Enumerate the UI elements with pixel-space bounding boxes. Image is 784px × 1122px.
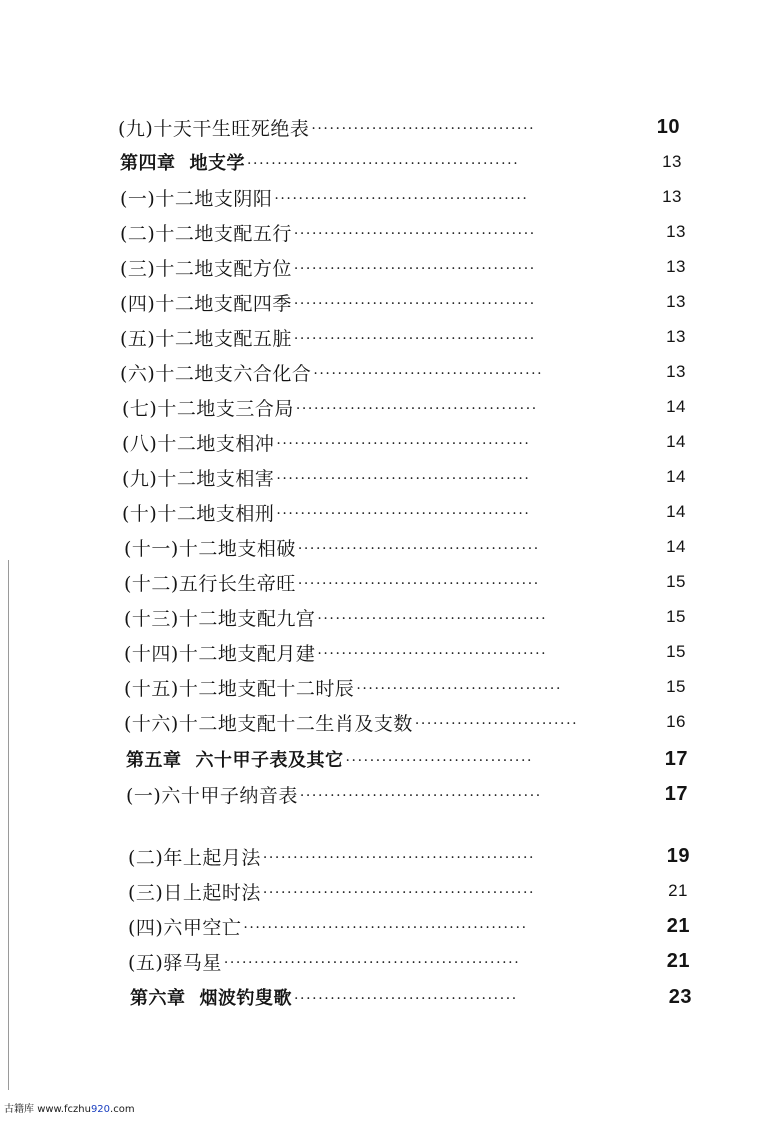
toc-entry (120, 182, 682, 212)
toc-chapter-heading (120, 147, 682, 177)
toc-page-number: 13 (662, 187, 682, 206)
toc-page-number: 13 (662, 152, 682, 171)
toc-entry (122, 497, 686, 527)
chapter-name: 地支学 (189, 153, 245, 174)
toc-leader-dots: ········································ (293, 226, 536, 242)
toc-entry (120, 252, 686, 282)
toc-page-number: 14 (666, 467, 686, 486)
toc-entry-title: (五)驿马星 (128, 951, 222, 974)
toc-entry-title: (十四)十二地支配月建 (124, 642, 316, 665)
toc-page-number: 13 (666, 327, 686, 346)
chapter-number: 第六章 (130, 988, 186, 1009)
toc-entry (128, 876, 688, 906)
toc-leader-dots: ········································ (293, 331, 536, 347)
toc-page-number: 15 (666, 572, 686, 591)
toc-page-number: 17 (664, 747, 688, 770)
toc-chapter-heading (130, 982, 692, 1012)
toc-chapter-title (126, 746, 344, 772)
toc-page-number: 23 (668, 985, 692, 1008)
toc-leader-dots: ············································· (262, 885, 536, 901)
chapter-name: 六十甲子表及其它 (195, 750, 344, 771)
toc-entry (124, 532, 686, 562)
toc-entry (124, 707, 686, 737)
toc-page-number: 13 (666, 292, 686, 311)
toc-page-number: 15 (666, 677, 686, 696)
toc-page-number: 14 (666, 432, 686, 451)
toc-leader-dots: ·································· (356, 681, 563, 697)
toc-leader-dots: ····································· (311, 121, 536, 137)
toc-page-number: 13 (666, 222, 686, 241)
watermark-url-part: www.fczhu (37, 1104, 91, 1115)
watermark-url-part: 920 (90, 1104, 111, 1115)
toc-leader-dots: ·········································· (276, 436, 531, 452)
toc-page-number: 21 (666, 949, 690, 972)
toc-page-number: 16 (666, 712, 686, 731)
toc-leader-dots: ········································ (293, 296, 536, 312)
toc-entry (128, 841, 690, 871)
toc-page-number: 15 (666, 642, 686, 661)
toc-entry-title: (二)年上起月法 (128, 846, 261, 869)
toc-entry (124, 567, 686, 597)
toc-entry (122, 427, 686, 457)
toc-leader-dots: ········································ (297, 576, 540, 592)
toc-entry-title: (十三)十二地支配九宫 (124, 607, 316, 630)
toc-leader-dots: ·········································· (276, 506, 531, 522)
toc-chapter-title (130, 984, 292, 1010)
toc-entry (120, 357, 686, 387)
toc-entry-title: (五)十二地支配五脏 (120, 327, 292, 350)
toc-entry-title: (十五)十二地支配十二时辰 (124, 677, 355, 700)
toc-page-number: 14 (666, 397, 686, 416)
chapter-name: 烟波钓叟歌 (199, 988, 292, 1009)
toc-entry-title: (三)日上起时法 (128, 881, 261, 904)
toc-page-number: 21 (666, 914, 690, 937)
toc-page-number: 13 (666, 257, 686, 276)
toc-page-number: 15 (666, 607, 686, 626)
toc-entry-title: (一)十二地支阴阳 (120, 187, 273, 210)
toc-leader-dots: ············································· (262, 850, 536, 866)
toc-entry (128, 946, 690, 976)
toc-leader-dots: ················································· (223, 955, 521, 971)
toc-entry (124, 672, 686, 702)
chapter-number: 第四章 (120, 153, 176, 174)
toc-entry (120, 287, 686, 317)
toc-entry-title: (八)十二地支相冲 (122, 432, 275, 455)
toc-entry (120, 217, 686, 247)
toc-entry-title: (十二)五行长生帝旺 (124, 572, 296, 595)
toc-leader-dots: ········································ (297, 541, 540, 557)
toc-leader-dots: ··············································· (243, 920, 528, 936)
toc-page-number: 19 (666, 844, 690, 867)
toc-leader-dots: ······································ (313, 366, 544, 382)
toc-page-number: 10 (656, 115, 680, 138)
toc-page-number: 13 (666, 362, 686, 381)
toc-page-number: 14 (666, 502, 686, 521)
toc-leader-dots: ············································· (247, 156, 520, 172)
toc-entry-title: (九)十二地支相害 (122, 467, 275, 490)
toc-entry-title: (九)十天干生旺死绝表 (118, 117, 310, 140)
toc-chapter-heading (126, 744, 688, 774)
toc-entry (118, 112, 680, 142)
toc-entry (120, 322, 686, 352)
toc-entry-title: (三)十二地支配方位 (120, 257, 292, 280)
toc-leader-dots: ·········································· (276, 471, 531, 487)
toc-leader-dots: ······························· (345, 753, 534, 769)
toc-page-number: 17 (664, 782, 688, 805)
toc-entry (124, 602, 686, 632)
chapter-number: 第五章 (126, 750, 182, 771)
toc-leader-dots: ······································ (317, 646, 548, 662)
toc-leader-dots: ········································ (293, 261, 536, 277)
toc-entry-title: (二)十二地支配五行 (120, 222, 292, 245)
watermark-prefix: 古籍库 (4, 1104, 38, 1115)
toc-entry-title: (一)六十甲子纳音表 (126, 784, 298, 807)
toc-entry-title: (七)十二地支三合局 (122, 397, 294, 420)
toc-chapter-title (120, 149, 245, 175)
toc-leader-dots: ····································· (294, 991, 518, 1007)
watermark (4, 1100, 135, 1115)
toc-entry-title: (四)六甲空亡 (128, 916, 242, 939)
toc-page-number: 14 (666, 537, 686, 556)
watermark-url-part: .com (110, 1104, 135, 1115)
toc-leader-dots: ········································ (295, 401, 538, 417)
toc-entry-title: (十六)十二地支配十二生肖及支数 (124, 712, 413, 735)
toc-leader-dots: ······································ (317, 611, 548, 627)
toc-entry-title: (六)十二地支六合化合 (120, 362, 312, 385)
toc-leader-dots: ·········································· (274, 191, 529, 207)
toc-leader-dots: ········································ (299, 788, 542, 804)
toc-entry (122, 392, 686, 422)
toc-page-number: 21 (668, 881, 688, 900)
toc-leader-dots: ··························· (414, 716, 579, 732)
toc-entry (122, 462, 686, 492)
toc-entry (124, 637, 686, 667)
toc-entry-title: (十)十二地支相刑 (122, 502, 275, 525)
toc-entry-title: (十一)十二地支相破 (124, 537, 296, 560)
toc-entry-title: (四)十二地支配四季 (120, 292, 292, 315)
toc-entry (126, 779, 688, 809)
toc-entry (128, 911, 690, 941)
